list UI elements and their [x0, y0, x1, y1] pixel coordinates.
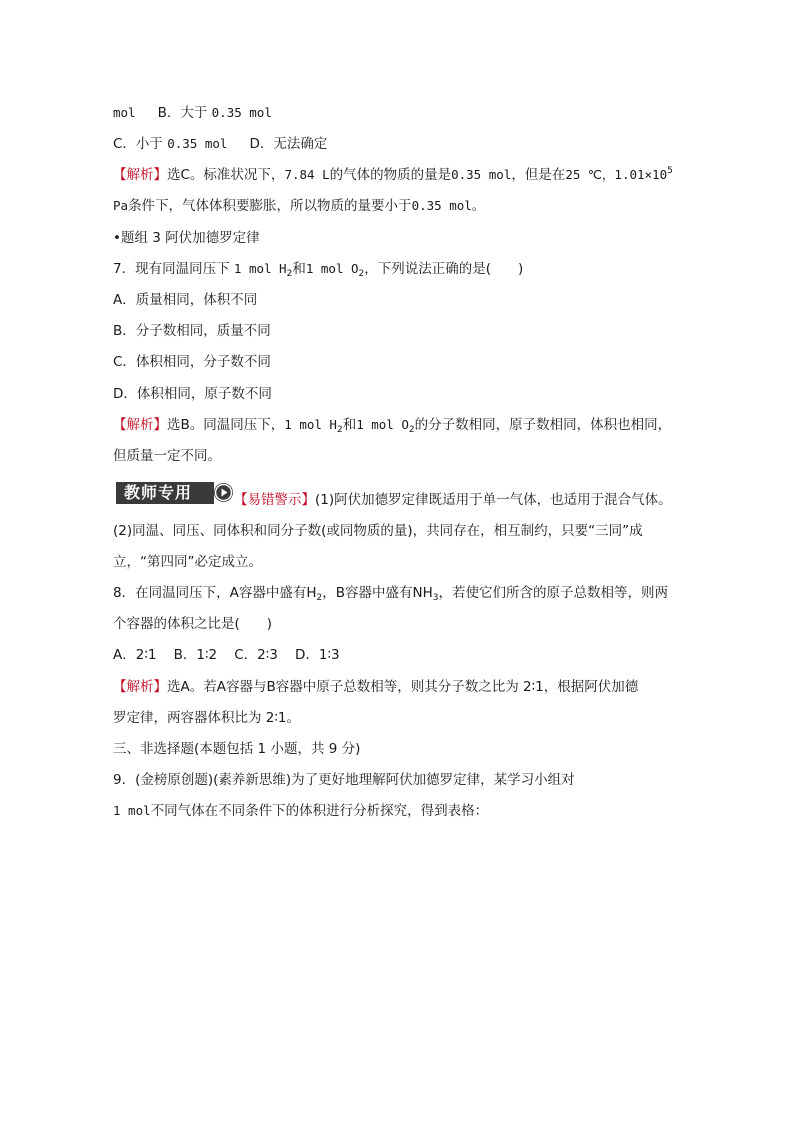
text: 立，“第四同”必定成立。 — [113, 554, 262, 570]
text: A．质量相同，体积不同 — [113, 292, 258, 308]
text: 选A。若A容器与B容器中原子总数相等，则其分子数之比为 2∶1，根据阿伏加德 — [167, 679, 639, 695]
text: 0.35 mol — [211, 105, 272, 120]
text: B．分子数相同，质量不同 — [113, 323, 271, 339]
superscript: 5 — [667, 166, 673, 176]
text: 0.35 mol — [451, 167, 512, 182]
q7-option-d — [113, 385, 272, 403]
text: C．小于 — [113, 136, 163, 152]
analysis-tag: 【解析】 — [113, 167, 167, 183]
text: mol — [113, 105, 136, 120]
text: 1 mol O — [356, 417, 409, 432]
text: 9．(金榜原创题)(素养新思维)为了更好地理解阿伏加德罗定律，某学习小组对 — [113, 772, 575, 788]
text: D．无法确定 — [249, 136, 328, 152]
warning-line-3 — [113, 553, 262, 571]
text: ，B容器中盛有NH — [322, 585, 433, 601]
text: 不同气体在不同条件下的体积进行分析探究，得到表格： — [150, 803, 489, 819]
analysis-tag: 【解析】 — [113, 679, 167, 695]
text: 但质量一定不同。 — [113, 448, 221, 464]
q7-option-b — [113, 322, 271, 340]
text: 0.35 mol — [167, 136, 228, 151]
subscript: 2 — [286, 269, 293, 279]
text: 选C。标准状况下， — [167, 167, 285, 183]
subscript: 2 — [358, 269, 365, 279]
subscript: 2 — [336, 425, 343, 435]
text: 7．现有同温同压下 — [113, 261, 230, 277]
text: 1 mol H — [284, 417, 337, 432]
text: ，若使它们所含的原子总数相等，则两 — [438, 585, 668, 601]
text: ，但是在 — [511, 167, 566, 183]
analysis-3-line-1 — [113, 678, 638, 696]
text: 。 — [471, 198, 486, 214]
text: 1 mol — [113, 803, 151, 818]
text: 三、非选择题(本题包括 1 小题，共 9 分) — [113, 741, 361, 757]
text: D．体积相同，原子数不同 — [113, 386, 272, 402]
text: Pa — [113, 198, 129, 213]
text: C．体积相同，分子数不同 — [113, 354, 271, 370]
analysis-1-line-2 — [113, 197, 485, 215]
text: 8．在同温同压下，A容器中盛有H — [113, 585, 317, 601]
text: 的分子数相同，原子数相同，体积也相同， — [414, 417, 672, 433]
warning-tag: 【易错警示】 — [234, 492, 315, 508]
text: 1 mol O — [305, 261, 359, 276]
text: A．2∶1 B．1∶2 C．2∶3 D．1∶3 — [113, 647, 340, 663]
q8-stem-line-1 — [113, 584, 668, 602]
text: (1)阿伏加德罗定律既适用于单一气体，也适用于混合气体。 — [315, 492, 672, 508]
q7-option-c — [113, 353, 271, 371]
text: 罗定律，两容器体积比为 2∶1。 — [113, 710, 300, 726]
text: 1 mol H — [233, 261, 287, 276]
play-arrow-icon — [214, 483, 233, 502]
text: ，下列说法正确的是( ) — [364, 261, 524, 277]
analysis-1-line-1 — [113, 166, 673, 184]
q9-stem-line-1 — [113, 771, 575, 789]
warning-line-2 — [113, 522, 643, 540]
text: •题组 3 阿伏加德罗定律 — [113, 230, 260, 246]
analysis-3-line-2 — [113, 709, 300, 727]
analysis-2-line-2 — [113, 447, 221, 465]
text: 选B。同温同压下， — [167, 417, 285, 433]
subscript: 2 — [408, 425, 415, 435]
q7-stem — [113, 260, 523, 278]
analysis-tag: 【解析】 — [113, 417, 167, 433]
text: 25 ℃，1.01×10 — [565, 167, 668, 182]
text: 个容器的体积之比是( ) — [113, 616, 273, 632]
text: (2)同温、同压、同体积和同分子数(或同物质的量)，共同存在，相互制约，只要“三同”成 — [113, 523, 643, 539]
q9-stem-line-2 — [113, 802, 488, 820]
warning-line-1 — [234, 491, 672, 509]
subscript: 3 — [432, 593, 439, 603]
text: 0.35 mol — [411, 198, 472, 213]
text: B．大于 — [157, 105, 208, 121]
text: 7.84 L — [284, 167, 330, 182]
q6-options-line-1 — [113, 104, 272, 122]
q8-stem-line-2 — [113, 615, 272, 633]
q7-option-a — [113, 291, 257, 309]
section-3-heading — [113, 740, 360, 758]
text: 和 — [342, 417, 357, 433]
q8-options — [113, 646, 340, 664]
q6-options-line-2 — [113, 135, 327, 153]
teacher-only-badge: 教师专用 — [116, 482, 214, 504]
text: 和 — [292, 261, 306, 277]
group-3-heading — [113, 229, 260, 247]
analysis-2-line-1 — [113, 416, 671, 434]
text: 的气体的物质的量是 — [329, 167, 452, 183]
subscript: 2 — [316, 593, 323, 603]
text: 条件下，气体体积要膨胀，所以物质的量要小于 — [128, 198, 412, 214]
